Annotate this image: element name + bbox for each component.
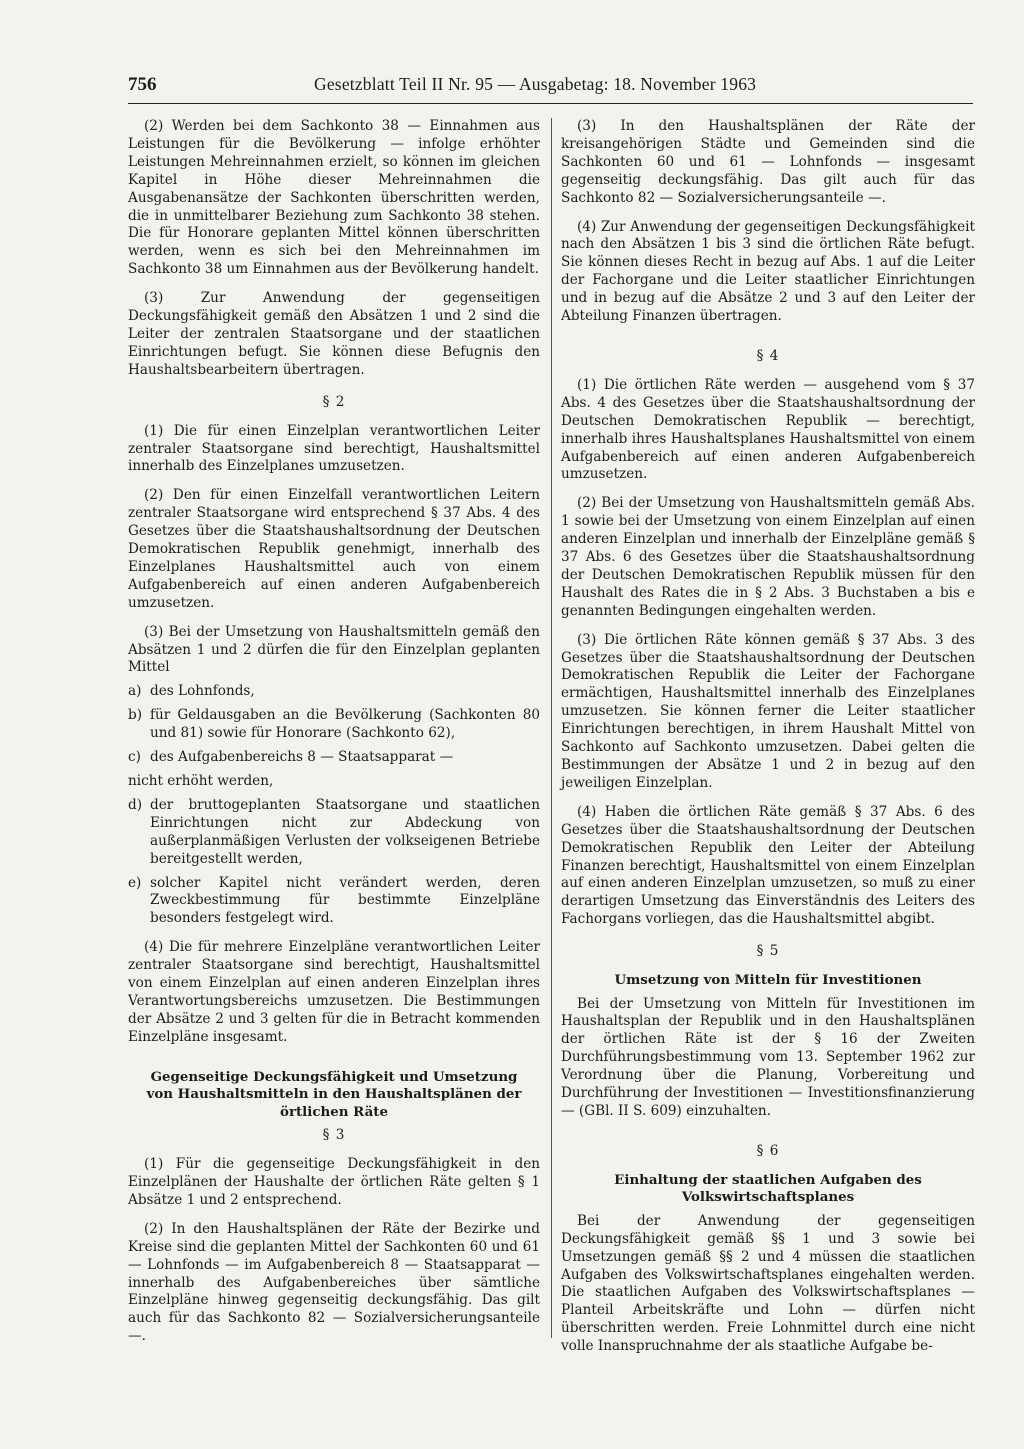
paragraph: (2) In den Haushaltsplänen der Räte der Bezirke und Kreise sind die geplanten Mittel der Sachkonten 60 und 61 — Lohnfonds — im Aufgabenbereich 8 — Staatsapparat — innerhalb des Aufgabenbereiches über sämtliche Einzelpläne hinweg gegenseitig deckungsfähig. Das gilt auch für das Sachkonto 82 — Sozialversicherungsanteile —. — [128, 1220, 540, 1345]
paragraph: (4) Die für mehrere Einzelpläne verantwortlichen Leiter zentraler Staatsorgane sind berechtigt, Haushaltsmittel von einem Einzelplan auf einen anderen Einzelplan ihres Verantwortungsbereichs umzusetzen. Die Bestimmungen der Absätze 2 und 3 gelten für die in Betracht kommenden Einzelpläne insgesamt. — [128, 939, 540, 1045]
section-heading: Einhaltung der staatlichen Aufgaben des Volkswirtschaftsplanes — [614, 1171, 922, 1206]
list-text: der bruttogeplanten Staatsorgane und staatlichen Einrichtungen nicht zur Abdeckung von außerplanmäßigen Verlusten der volkseigenen Betriebe bereitgestellt werden, — [150, 796, 540, 867]
paragraph: (2) Den für einen Einzelfall verantwortlichen Leitern zentraler Staatsorgane wird entsprechend § 37 Abs. 4 des Gesetzes über die Staatshaushaltsordnung der Deutschen Demokratischen Republik genehmigt, innerhalb des Einzelplanes Haushaltsmittel auch von einem Aufgabenbereich auf einen anderen Aufgabenbereich umzusetzen. — [128, 487, 540, 611]
list-text: des Lohnfonds, — [150, 683, 255, 700]
paragraph: (1) Für die gegenseitige Deckungsfähigkeit in den Einzelplänen der Haushalte der örtlichen Räte gelten § 1 Absätze 1 und 2 entsprechend. — [128, 1156, 540, 1208]
header-title: Gesetzblatt Teil II Nr. 95 — Ausgabetag: 18. November 1963 — [314, 74, 757, 94]
page-number: 756 — [128, 74, 157, 95]
right-column — [561, 118, 975, 1367]
list-label: a) — [128, 683, 142, 700]
list-label: c) — [128, 749, 141, 766]
list-label: e) — [128, 874, 142, 891]
section-number: § 3 — [322, 1127, 346, 1144]
header-rule — [128, 103, 973, 104]
section-number: § 5 — [756, 943, 780, 960]
paragraph: Bei der Anwendung der gegenseitigen Deckungsfähigkeit gemäß §§ 1 und 3 sowie bei Umsetzungen gemäß §§ 2 und 4 müssen die staatlichen Aufgaben des Volkswirtschaftsplanes eingehalten werden. Die staatlichen Aufgaben des Volkswirtschaftsplanes — Planteil Arbeitskräfte und Lohn — dürfen nicht überschritten werden. Freie Lohnmittel durch eine nicht volle Inanspruchnahme der als staatliche Aufgabe be- — [561, 1212, 975, 1355]
list-text: solcher Kapitel nicht verändert werden, deren Zweckbestimmung für bestimmte Einzelpläne besonders festgelegt wird. — [150, 874, 540, 927]
list-item — [128, 707, 540, 743]
paragraph: (3) Zur Anwendung der gegenseitigen Deckungsfähigkeit gemäß den Absätzen 1 und 2 sind die Leiter der zentralen Staatsorgane und der staatlichen Einrichtungen befugt. Sie können diese Befugnis den Haushaltsbearbeitern übertragen. — [128, 290, 540, 378]
list-text: für Geldausgaben an die Bevölkerung (Sachkonten 80 und 81) sowie für Honorare (Sachkonto 62), — [150, 707, 540, 742]
list-item — [128, 875, 540, 929]
list-item — [128, 749, 540, 767]
paragraph: (3) Die örtlichen Räte können gemäß § 37 Abs. 3 des Gesetzes über die Staatshaushaltsordnung der Deutschen Demokratischen Republik die Leiter der Fachorgane ermächtigen, Haushaltsmittel innerhalb des Einzelplanes umzusetzen. Sie können ferner die Leiter staatlicher Einrichtungen berechtigen, in ihrem Haushalt Mittel von Sachkonto auf Sachkonto umzusetzen. Dabei gelten die Bestimmungen der Absätze 1 und 2 in bezug auf den jeweiligen Einzelplan. — [561, 631, 975, 791]
page-header — [128, 74, 788, 104]
column-divider — [551, 118, 552, 1338]
paragraph: (2) Werden bei dem Sachkonto 38 — Einnahmen aus Leistungen für die Bevölkerung — infolge erhöhter Leistungen Mehreinnahmen erzielt, so können im gleichen Kapitel in Höhe dieser Mehreinnahmen die Ausgabenansätze der Sachkonten überschritten werden, die in unmittelbarer Beziehung zum Sachkonto 38 stehen. Die für Honorare geplanten Mittel können überschritten werden, wenn es sich bei den Mehreinnahmen im Sachkonto 38 um Einnahmen aus der Bevölkerung handelt. — [128, 118, 540, 278]
section-number: § 4 — [756, 347, 780, 364]
paragraph: (4) Haben die örtlichen Räte gemäß § 37 Abs. 6 des Gesetzes über die Staatshaushaltsordnung der Deutschen Demokratischen Republik den Leiter der Abteilung Finanzen berechtigt, Haushaltsmittel von einem Einzelplan auf einen anderen Einzelplan umzusetzen, so muß zu einer derartigen Umsetzung das Einverständnis des Leiters des Fachorgans vorliegen, das die Haushaltsmittel abgibt. — [561, 803, 975, 928]
paragraph: (2) Bei der Umsetzung von Haushaltsmitteln gemäß Abs. 1 sowie bei der Umsetzung von einem Einzelplan auf einen anderen Einzelplan und innerhalb der Einzelpläne gemäß § 37 Abs. 6 des Gesetzes über die Staatshaushaltsordnung der Deutschen Demokratischen Republik müssen für den Haushalt des Rates die in § 2 Abs. 3 Buchstaben a bis e genannten Bedingungen eingehalten werden. — [561, 495, 975, 619]
section-number: § 2 — [322, 393, 346, 410]
paragraph: (3) Bei der Umsetzung von Haushaltsmitteln gemäß den Absätzen 1 und 2 dürfen die für den Einzelplan geplanten Mittel — [128, 623, 540, 676]
list-item — [128, 683, 540, 701]
paragraph: (4) Zur Anwendung der gegenseitigen Deckungsfähigkeit nach den Absätzen 1 bis 3 sind die örtlichen Räte befugt. Sie können dieses Recht in bezug auf Abs. 1 auf die Leiter der Fachorgane und die Leiter staatlicher Einrichtungen und in bezug auf die Absätze 2 und 3 auf den Leiter der Abteilung Finanzen übertragen. — [561, 218, 975, 325]
paragraph: (1) Die örtlichen Räte werden — ausgehend vom § 37 Abs. 4 des Gesetzes über die Staatshaushaltsordnung der Deutschen Demokratischen Republik — berechtigt, innerhalb ihres Haushaltsplanes Haushaltsmittel von einem Aufgabenbereich auf einen anderen Aufgabenbereich umzusetzen. — [561, 376, 975, 483]
section-number: § 6 — [756, 1142, 780, 1159]
left-column — [128, 118, 540, 1357]
list-continuation: nicht erhöht werden, — [128, 773, 274, 789]
paragraph: (1) Die für einen Einzelplan verantwortlichen Leiter zentraler Staatsorgane sind berechtigt, Haushaltsmittel innerhalb des Einzelplanes umzusetzen. — [128, 422, 540, 475]
list-item — [128, 797, 540, 869]
list-label: d) — [128, 796, 143, 813]
list-label: b) — [128, 707, 143, 724]
section-heading: Gegenseitige Deckungsfähigkeit und Umsetzung von Haushaltsmitteln in den Haushaltsplänen der örtlichen Räte — [146, 1068, 522, 1120]
paragraph: Bei der Umsetzung von Mitteln für Investitionen im Haushaltsplan der Republik und in den Haushaltsplänen der örtlichen Räte ist der § 16 der Zweiten Durchführungsbestimmung vom 13. September 1962 zur Verordnung über die Planung, Vorbereitung und Durchführung der Investitionen — Investitionsfinanzierung — (GBl. II S. 609) einzuhalten. — [561, 995, 975, 1119]
paragraph: (3) In den Haushaltsplänen der Räte der kreisangehörigen Städte und Gemeinden sind die Sachkonten 60 und 61 — Lohnfonds — insgesamt gegenseitig deckungsfähig. Das gilt auch für das Sachkonto 82 — Sozialversicherungsanteile —. — [561, 118, 975, 206]
list-text: des Aufgabenbereichs 8 — Staatsapparat — — [150, 749, 454, 766]
section-heading: Umsetzung von Mitteln für Investitionen — [614, 972, 922, 989]
